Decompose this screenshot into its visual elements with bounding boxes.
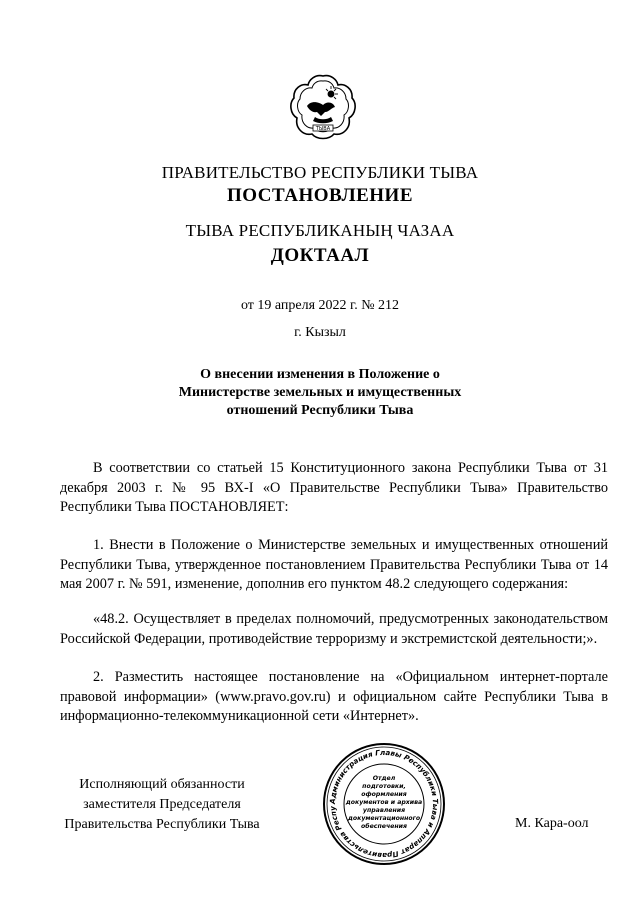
svg-text:документов и архива: документов и архива <box>345 799 423 806</box>
signatory-name: М. Кара-оол <box>515 816 589 831</box>
subject-line: Министерстве земельных и имущественных <box>178 385 462 400</box>
signatory-title-line: заместителя Председателя <box>83 797 241 812</box>
body-paragraph-quote: «48.2. Осуществляет в пределах полномочий, предусмотренных законодательством Российской Федерации, противодействие терроризму и экстремистской деятельности;». <box>60 611 608 647</box>
coat-of-arms-icon <box>289 72 357 142</box>
subject-line: отношений Республики Тыва <box>226 403 414 418</box>
subject-line: О внесении изменения в Положение о <box>200 367 440 382</box>
body-paragraph-preamble: В соответствии со статьей 15 Конституционного закона Республики Тыва от 31 декабря 2003 г. № 95 ВХ-I «О Правительстве Республики Тыва» Правительство Республики Тыва ПОСТАНОВЛЯЕТ: <box>60 460 608 515</box>
svg-text:управления: управления <box>362 807 406 814</box>
signatory-title-line: Правительства Республики Тыва <box>64 817 260 832</box>
document-city: г. Кызыл <box>294 325 346 340</box>
document-date-number: от 19 апреля 2022 г. № 212 <box>240 298 400 313</box>
body-paragraph-2: 2. Разместить настоящее постановление на «Официальном интернет-портале правовой информации» (www.pravo.gov.ru) и официальном сайте Республики Тыва в информационно-телекоммуникационной сети «Интернет». <box>60 669 608 724</box>
document-subject <box>0 366 640 420</box>
signatory-title <box>52 775 272 835</box>
svg-text:оформления: оформления <box>361 791 407 798</box>
government-title-tyvan: ТЫВА РЕСПУБЛИКАНЫҢ ЧАЗАА <box>185 221 455 240</box>
svg-text:подготовки,: подготовки, <box>362 783 406 790</box>
svg-text:Отдел: Отдел <box>372 775 396 782</box>
document-type-title-tyvan: ДОКТААЛ <box>270 245 370 266</box>
svg-text:обеспечения: обеспечения <box>361 823 407 830</box>
government-title: ПРАВИТЕЛЬСТВО РЕСПУБЛИКИ ТЫВА <box>161 163 479 182</box>
svg-text:документационного: документационного <box>347 815 421 822</box>
body-paragraph-1: 1. Внести в Положение о Министерстве земельных и имущественных отношений Республики Тыва, утвержденное постановлением Правительства Республики Тыва от 14 мая 2007 г. № 591, изменение, дополнив его пунктом 48.2 следующего содержания: <box>60 537 608 592</box>
document-type-title: ПОСТАНОВЛЕНИЕ <box>226 185 414 206</box>
official-seal-stamp <box>322 742 446 866</box>
svg-text:Администрация Главы Республики: Администрация Главы Республики Тыва и Аппарат Правительства Респу <box>327 747 441 861</box>
svg-text:ТЫВА: ТЫВА <box>315 126 331 132</box>
signatory-title-line: Исполняющий обязанности <box>79 777 245 792</box>
